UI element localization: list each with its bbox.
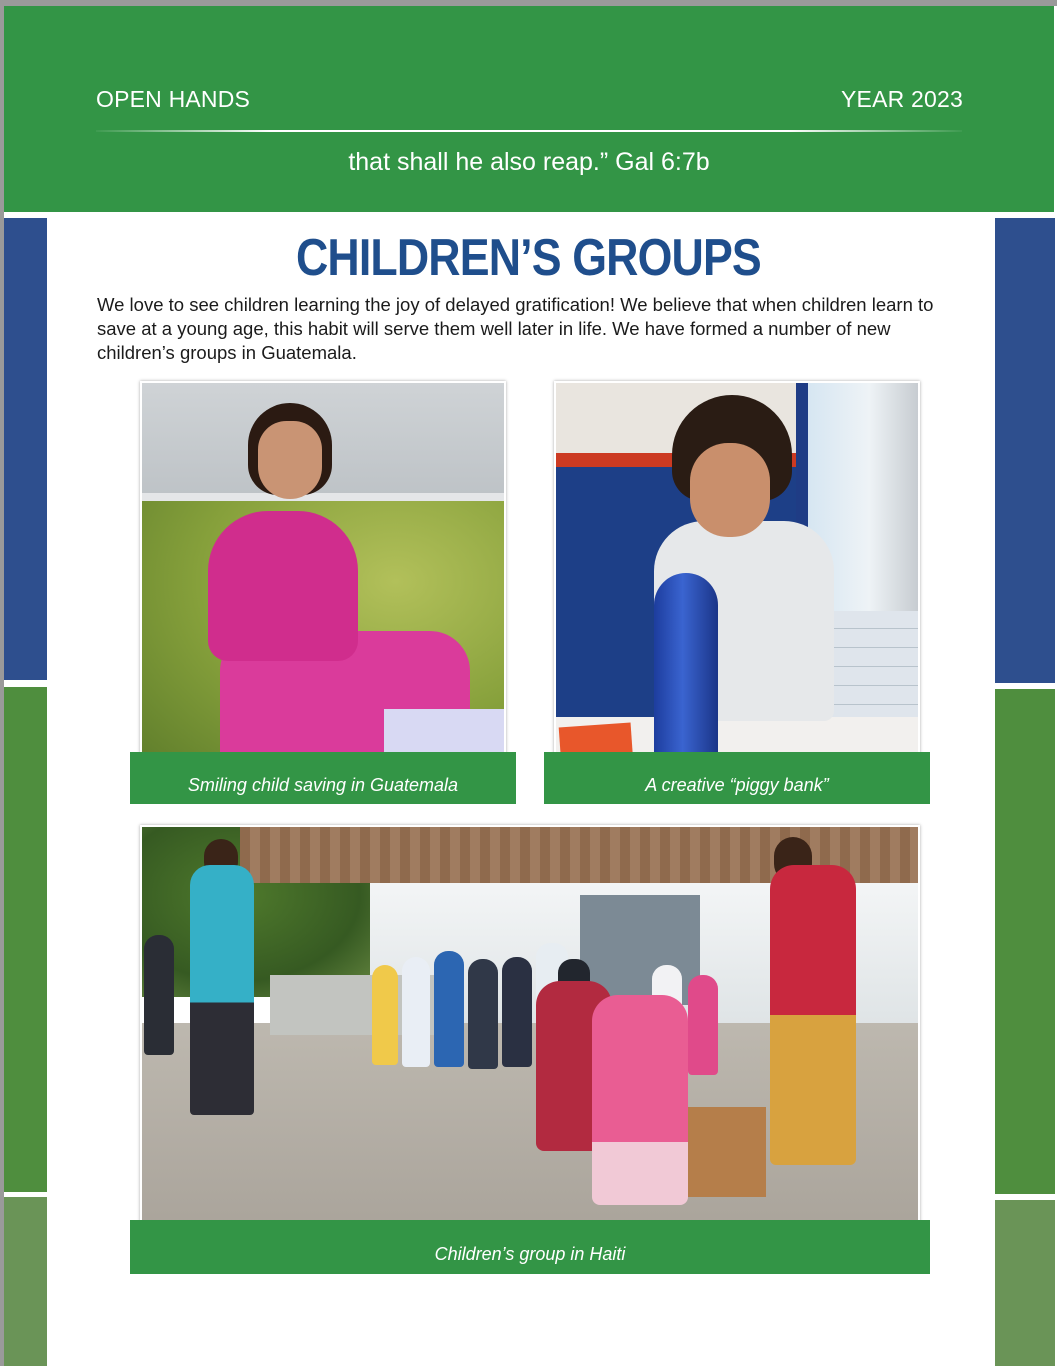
left-side-bar-blue bbox=[4, 218, 47, 680]
photo-child bbox=[468, 959, 498, 1069]
page-header bbox=[4, 6, 1054, 212]
photo-boy-face bbox=[690, 443, 770, 537]
publication-year: YEAR 2023 bbox=[841, 86, 963, 112]
caption-bar-2 bbox=[544, 752, 930, 804]
photo-child bbox=[372, 965, 398, 1065]
caption-bar-3 bbox=[130, 1220, 930, 1274]
right-side-bar-light-green bbox=[995, 1200, 1055, 1366]
left-side-bar-green bbox=[4, 687, 47, 1192]
publication-name: OPEN HANDS bbox=[96, 86, 251, 112]
photo-caption-3: Children’s group in Haiti bbox=[434, 1244, 626, 1264]
photo-girl-face bbox=[258, 421, 322, 499]
caption-bar-1 bbox=[130, 752, 516, 804]
photo-child bbox=[402, 957, 430, 1067]
photo-girl-guatemala bbox=[140, 381, 506, 771]
photo-caption-1: Smiling child saving in Guatemala bbox=[187, 775, 459, 795]
photo-child bbox=[688, 975, 718, 1075]
right-side-bar-green bbox=[995, 689, 1055, 1194]
photo-haiti-group bbox=[140, 825, 920, 1240]
photo-child bbox=[502, 957, 532, 1067]
photo-leader-blue-shirt bbox=[190, 865, 254, 1115]
left-side-bar-light-green bbox=[4, 1197, 47, 1366]
article-intro: We love to see children learning the joy of delayed gratification! We believe that when children learn to save at a young age, this habit will serve them well later in life. We have formed a number of new children’s groups in Guatemala. bbox=[97, 294, 934, 363]
photo-leader-red-shirt bbox=[770, 865, 856, 1165]
photo-caption-2: A creative “piggy bank” bbox=[645, 775, 829, 795]
photo-child bbox=[144, 935, 174, 1055]
header-divider bbox=[96, 130, 962, 132]
right-side-bar-blue bbox=[995, 218, 1055, 683]
crayon-bank bbox=[654, 573, 718, 769]
photo-girl-dress bbox=[208, 511, 358, 661]
bible-verse: that shall he also reap.” Gal 6:7b bbox=[348, 148, 710, 176]
article-title: CHILDREN’S GROUPS bbox=[295, 229, 761, 287]
photo-boy-piggy-bank bbox=[554, 381, 920, 771]
photo-girl-pink-dress bbox=[592, 995, 688, 1205]
photo-child bbox=[434, 951, 464, 1067]
